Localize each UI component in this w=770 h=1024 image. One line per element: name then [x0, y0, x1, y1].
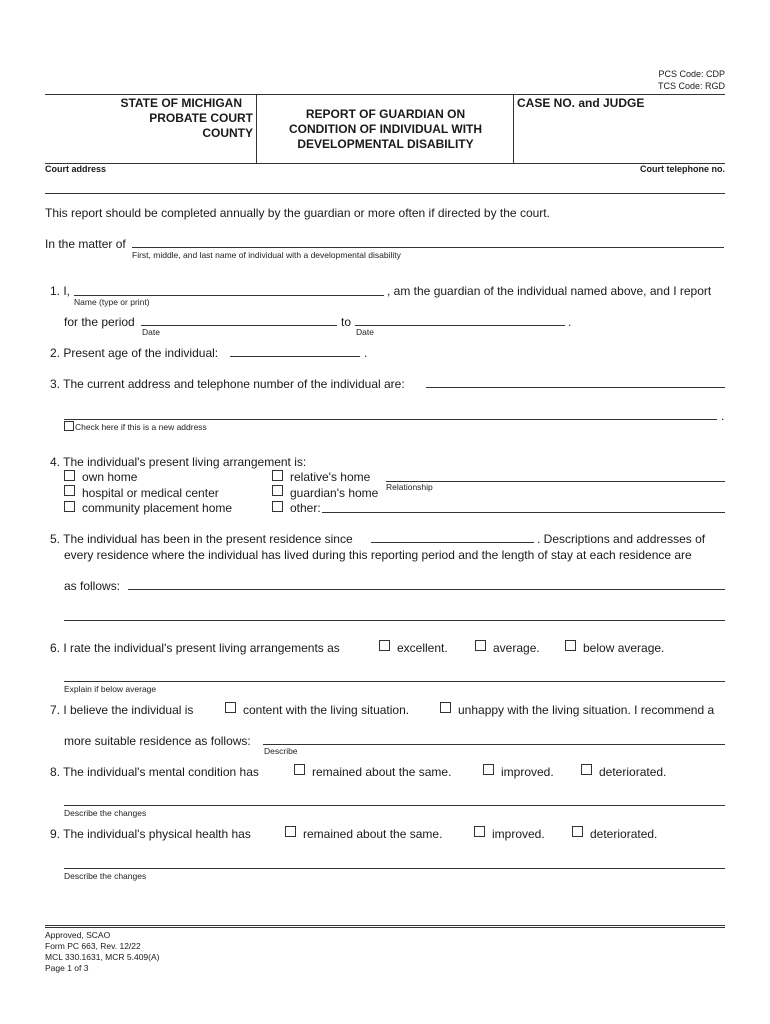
item7-label: 7. I believe the individual is — [50, 703, 194, 717]
court-label: PROBATE COURT — [149, 111, 253, 125]
period-to: to — [341, 315, 352, 329]
excellent-checkbox[interactable] — [379, 640, 390, 651]
other-field[interactable] — [322, 512, 725, 513]
mental-changes-field[interactable] — [64, 805, 725, 806]
footer-form-number: Form PC 663, Rev. 12/22 — [45, 941, 141, 951]
average-label: average. — [493, 641, 540, 655]
explain-caption: Explain if below average — [64, 684, 157, 694]
period-end-caption: Date — [356, 327, 374, 337]
matter-caption: First, middle, and last name of individual with a developmental disability — [132, 250, 401, 260]
other-checkbox[interactable] — [272, 501, 283, 512]
item5-line3: as follows: — [64, 579, 121, 593]
form-title-line-2: CONDITION OF INDIVIDUAL WITH — [288, 122, 483, 136]
hospital-label: hospital or medical center — [82, 486, 219, 500]
item3-label: 3. The current address and telephone number of the individual are: — [50, 377, 405, 391]
own-home-checkbox[interactable] — [64, 470, 75, 481]
header-divider-2 — [513, 94, 514, 163]
guardian-name-caption: Name (type or print) — [74, 297, 150, 307]
item7-line2: more suitable residence as follows: — [64, 734, 251, 748]
suitable-residence-field[interactable] — [263, 744, 725, 745]
header-bottom-rule — [45, 163, 725, 164]
unhappy-checkbox[interactable] — [440, 702, 451, 713]
physical-same-label: remained about the same. — [303, 827, 443, 841]
unhappy-label: unhappy with the living situation. I recommend a — [458, 703, 715, 717]
period-start-caption: Date — [142, 327, 160, 337]
item5-line2: every residence where the individual has lived during this reporting period and the length of stay at each residence are — [64, 548, 692, 562]
physical-same-checkbox[interactable] — [285, 826, 296, 837]
excellent-label: excellent. — [397, 641, 448, 655]
own-home-label: own home — [82, 470, 138, 484]
relatives-home-checkbox[interactable] — [272, 470, 283, 481]
physical-deteriorated-checkbox[interactable] — [572, 826, 583, 837]
period-end-period: . — [568, 315, 572, 329]
individual-name-field[interactable] — [132, 247, 724, 248]
physical-improved-label: improved. — [492, 827, 545, 841]
guardians-home-checkbox[interactable] — [272, 485, 283, 496]
item1-prefix: 1. I, — [50, 284, 71, 298]
new-address-label: Check here if this is a new address — [75, 422, 207, 432]
content-checkbox[interactable] — [225, 702, 236, 713]
court-phone-label: Court telephone no. — [640, 164, 725, 174]
explain-field[interactable] — [64, 681, 725, 682]
physical-changes-caption: Describe the changes — [64, 871, 147, 881]
mental-improved-checkbox[interactable] — [483, 764, 494, 775]
residences-field-1[interactable] — [128, 589, 725, 590]
header-divider-1 — [256, 94, 257, 163]
physical-deteriorated-label: deteriorated. — [590, 827, 658, 841]
item4-label: 4. The individual's present living arrangement is: — [50, 455, 307, 469]
item2-end: . — [364, 346, 368, 360]
item2-label: 2. Present age of the individual: — [50, 346, 219, 360]
tcs-code: TCS Code: RGD — [657, 81, 725, 91]
physical-improved-checkbox[interactable] — [474, 826, 485, 837]
residences-field-2[interactable] — [64, 620, 725, 621]
court-address-label: Court address — [45, 164, 107, 174]
court-address-line[interactable] — [45, 193, 725, 194]
age-field[interactable] — [230, 356, 360, 357]
matter-label: In the matter of — [45, 237, 126, 251]
describe-caption: Describe — [264, 746, 298, 756]
mental-same-label: remained about the same. — [312, 765, 452, 779]
mental-same-checkbox[interactable] — [294, 764, 305, 775]
footer-approved: Approved, SCAO — [45, 930, 111, 940]
county-label: COUNTY — [202, 126, 253, 140]
below-average-label: below average. — [583, 641, 665, 655]
item3-end: . — [721, 409, 725, 423]
period-end-field[interactable] — [355, 325, 565, 326]
average-checkbox[interactable] — [475, 640, 486, 651]
item8-label: 8. The individual's mental condition has — [50, 765, 259, 779]
other-label: other: — [290, 501, 321, 515]
pcs-code: PCS Code: CDP — [658, 69, 725, 79]
relatives-home-label: relative's home — [290, 470, 371, 484]
form-title-line-1: REPORT OF GUARDIAN ON — [305, 107, 466, 121]
item5-label: 5. The individual has been in the present residence since — [50, 532, 353, 546]
footer-rule — [45, 925, 725, 928]
footer-page-number: Page 1 of 3 — [45, 963, 89, 973]
mental-deteriorated-label: deteriorated. — [599, 765, 667, 779]
case-label: CASE NO. and JUDGE — [517, 96, 645, 110]
mental-deteriorated-checkbox[interactable] — [581, 764, 592, 775]
mental-changes-caption: Describe the changes — [64, 808, 147, 818]
mental-improved-label: improved. — [501, 765, 554, 779]
footer-statute: MCL 330.1631, MCR 5.409(A) — [45, 952, 160, 962]
address-field-2[interactable] — [64, 419, 717, 420]
item5-after: . Descriptions and addresses of — [537, 532, 706, 546]
relationship-caption: Relationship — [386, 482, 433, 492]
header-top-rule — [45, 94, 725, 95]
content-label: content with the living situation. — [243, 703, 410, 717]
new-address-checkbox[interactable] — [64, 421, 74, 431]
below-average-checkbox[interactable] — [565, 640, 576, 651]
community-placement-label: community placement home — [82, 501, 233, 515]
address-field-1[interactable] — [426, 387, 725, 388]
hospital-checkbox[interactable] — [64, 485, 75, 496]
relationship-field[interactable] — [386, 481, 725, 482]
state-label: STATE OF MICHIGAN — [120, 96, 242, 110]
period-label: for the period — [64, 315, 135, 329]
period-start-field[interactable] — [141, 325, 337, 326]
intro-text: This report should be completed annually by the guardian or more often if directed by the court. — [45, 206, 550, 220]
form-title-line-3: DEVELOPMENTAL DISABILITY — [297, 137, 474, 151]
physical-changes-field[interactable] — [64, 868, 725, 869]
item9-label: 9. The individual's physical health has — [50, 827, 251, 841]
community-placement-checkbox[interactable] — [64, 501, 75, 512]
guardians-home-label: guardian's home — [290, 486, 379, 500]
guardian-name-field[interactable] — [74, 295, 384, 296]
item1-suffix: , am the guardian of the individual named above, and I report — [387, 284, 712, 298]
residence-since-field[interactable] — [371, 542, 534, 543]
item6-label: 6. I rate the individual's present living arrangements as — [50, 641, 340, 655]
